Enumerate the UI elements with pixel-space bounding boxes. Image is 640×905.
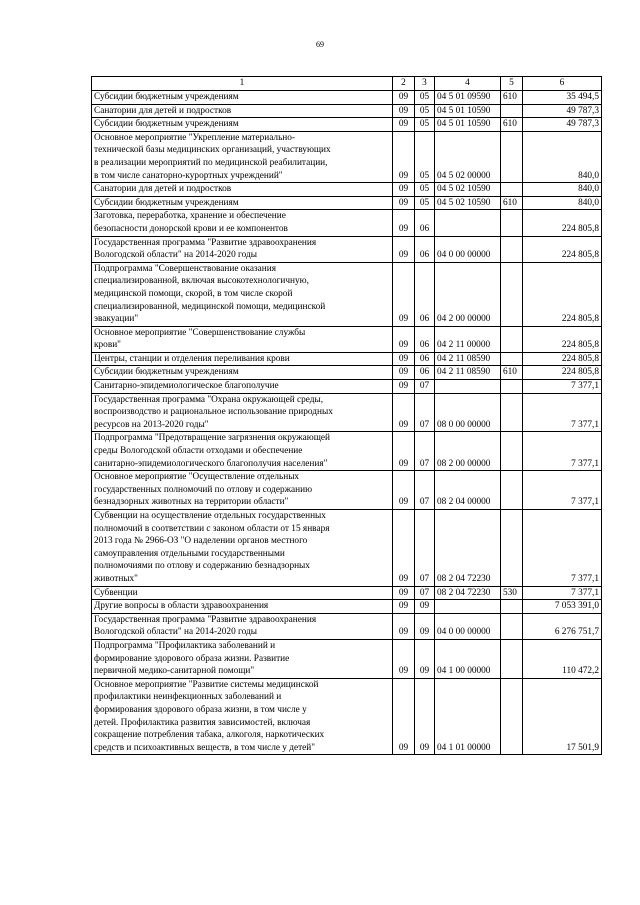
target-article-cell: 04 1 01 00000 [435,678,501,755]
target-article-cell: 04 5 02 10590 [435,196,501,210]
target-article-cell: 08 2 04 72230 [435,510,501,587]
target-article-cell: 08 2 04 00000 [435,471,501,510]
target-article-cell: 08 2 00 00000 [435,432,501,471]
subsection-code-cell: 07 [415,432,435,471]
row-name-cell: Государственная программа "Охрана окружающей среды, воспроизводство и рациональное использование природных ресурсов на 2013-2020 годы" [92,393,393,432]
row-name-cell: Государственная программа "Развитие здравоохранения Вологодской области" на 2014-2020 годы [92,613,393,639]
row-name-cell: Санитарно-эпидемиологическое благополучие [92,380,393,394]
expense-type-cell: 610 [501,366,523,380]
table-row [92,236,602,262]
row-name-cell: Субвенции [92,586,393,600]
section-code-cell: 09 [393,262,415,326]
row-name-cell: Подпрограмма "Совершенствование оказания специализированной, включая высокотехнологичную, медицинской помощи, скорой, в том числе скорой специализированной, медицинской помощи, медицинской эвакуации" [92,262,393,326]
amount-cell: 840,0 [523,183,602,197]
amount-cell: 224 805,8 [523,366,602,380]
amount-cell: 7 053 391,0 [523,600,602,614]
section-code-cell: 09 [393,236,415,262]
section-code-cell: 09 [393,131,415,182]
expense-type-cell [501,210,523,236]
section-code-cell: 09 [393,600,415,614]
target-article-cell: 04 2 00 00000 [435,262,501,326]
table-row [92,210,602,236]
expense-type-cell [501,183,523,197]
table-row [92,471,602,510]
amount-cell: 224 805,8 [523,326,602,352]
target-article-cell: 04 5 02 10590 [435,183,501,197]
section-code-cell: 09 [393,471,415,510]
target-article-cell [435,380,501,394]
target-article-cell: 04 5 01 10590 [435,118,501,132]
row-name-cell: Субсидии бюджетным учреждениям [92,118,393,132]
table-row [92,432,602,471]
amount-cell: 7 377,1 [523,510,602,587]
table-row [92,196,602,210]
target-article-cell: 04 2 11 08590 [435,352,501,366]
table-row [92,262,602,326]
expense-type-cell [501,236,523,262]
row-name-cell: Субсидии бюджетным учреждениям [92,196,393,210]
subsection-code-cell: 09 [415,639,435,678]
amount-cell: 840,0 [523,196,602,210]
expense-type-cell [501,104,523,118]
expense-type-cell [501,678,523,755]
table-row [92,613,602,639]
amount-cell: 49 787,3 [523,104,602,118]
table-row [92,352,602,366]
section-code-cell: 09 [393,196,415,210]
amount-cell: 7 377,1 [523,432,602,471]
subsection-code-cell: 07 [415,380,435,394]
table-row [92,183,602,197]
expense-type-cell: 610 [501,118,523,132]
section-code-cell: 09 [393,510,415,587]
table-row [92,510,602,587]
section-code-cell: 09 [393,393,415,432]
table-row [92,586,602,600]
subsection-code-cell: 09 [415,613,435,639]
target-article-cell: 04 5 02 00000 [435,131,501,182]
header-cell: 5 [501,77,523,91]
section-code-cell: 09 [393,104,415,118]
row-name-cell: Заготовка, переработка, хранение и обеспечение безопасности донорской крови и ее компонентов [92,210,393,236]
target-article-cell: 04 0 00 00000 [435,236,501,262]
amount-cell: 7 377,1 [523,471,602,510]
row-name-cell: Основное мероприятие "Осуществление отдельных государственных полномочий по отлову и содержанию безнадзорных животных на территории области" [92,471,393,510]
subsection-code-cell: 05 [415,104,435,118]
row-name-cell: Подпрограмма "Профилактика заболеваний и формирование здорового образа жизни. Развитие первичной медико-санитарной помощи" [92,639,393,678]
row-name-cell: Основное мероприятие "Развитие системы медицинской профилактики неинфекционных заболеваний и формирования здорового образа жизни, в том числе у детей. Профилактика развития зависимостей, включая сокращение потребления табака, алкоголя, наркотических средств и психоактивных веществ, в том числе у детей" [92,678,393,755]
table-row [92,600,602,614]
expense-type-cell [501,639,523,678]
subsection-code-cell: 09 [415,678,435,755]
amount-cell: 840,0 [523,131,602,182]
amount-cell: 224 805,8 [523,352,602,366]
table-row [92,118,602,132]
header-cell: 3 [415,77,435,91]
header-cell: 1 [92,77,393,91]
amount-cell: 6 276 751,7 [523,613,602,639]
section-code-cell: 09 [393,432,415,471]
amount-cell: 35 494,5 [523,91,602,105]
amount-cell: 7 377,1 [523,586,602,600]
subsection-code-cell: 06 [415,366,435,380]
amount-cell: 49 787,3 [523,118,602,132]
subsection-code-cell: 06 [415,352,435,366]
subsection-code-cell: 07 [415,393,435,432]
expense-type-cell [501,510,523,587]
subsection-code-cell: 05 [415,131,435,182]
section-code-cell: 09 [393,118,415,132]
section-code-cell: 09 [393,326,415,352]
table-row [92,639,602,678]
expense-type-cell: 610 [501,196,523,210]
amount-cell: 224 805,8 [523,210,602,236]
section-code-cell: 09 [393,639,415,678]
table-row [92,326,602,352]
table-row [92,380,602,394]
expense-type-cell [501,393,523,432]
expense-type-cell [501,326,523,352]
section-code-cell: 09 [393,613,415,639]
target-article-cell: 04 2 11 00000 [435,326,501,352]
amount-cell: 17 501,9 [523,678,602,755]
table-row [92,678,602,755]
header-cell: 4 [435,77,501,91]
row-name-cell: Другие вопросы в области здравоохранения [92,600,393,614]
row-name-cell: Основное мероприятие "Укрепление материально- технической базы медицинских организаций, участвующих в реализации мероприятий по медицинской реабилитации, в том числе санаторно-курортных учреждений" [92,131,393,182]
target-article-cell: 04 5 01 10590 [435,104,501,118]
subsection-code-cell: 09 [415,600,435,614]
expense-type-cell [501,262,523,326]
subsection-code-cell: 05 [415,91,435,105]
section-code-cell: 09 [393,366,415,380]
header-cell: 6 [523,77,602,91]
expense-type-cell [501,613,523,639]
target-article-cell: 04 0 00 00000 [435,613,501,639]
target-article-cell [435,210,501,236]
expense-type-cell: 530 [501,586,523,600]
section-code-cell: 09 [393,352,415,366]
row-name-cell: Субсидии бюджетным учреждениям [92,91,393,105]
page-number: 69 [316,40,324,49]
amount-cell: 7 377,1 [523,380,602,394]
expense-type-cell [501,471,523,510]
header-cell: 2 [393,77,415,91]
expense-type-cell [501,131,523,182]
row-name-cell: Санатории для детей и подростков [92,104,393,118]
target-article-cell: 08 2 04 72230 [435,586,501,600]
subsection-code-cell: 07 [415,471,435,510]
table-row [92,131,602,182]
row-name-cell: Санатории для детей и подростков [92,183,393,197]
table-header-row [92,77,602,91]
subsection-code-cell: 07 [415,510,435,587]
subsection-code-cell: 06 [415,326,435,352]
row-name-cell: Государственная программа "Развитие здравоохранения Вологодской области" на 2014-2020 годы [92,236,393,262]
subsection-code-cell: 06 [415,210,435,236]
expense-type-cell [501,352,523,366]
subsection-code-cell: 07 [415,586,435,600]
subsection-code-cell: 06 [415,236,435,262]
row-name-cell: Субсидии бюджетным учреждениям [92,366,393,380]
subsection-code-cell: 05 [415,183,435,197]
section-code-cell: 09 [393,91,415,105]
target-article-cell: 04 2 11 08590 [435,366,501,380]
expense-type-cell [501,380,523,394]
row-name-cell: Центры, станции и отделения переливания крови [92,352,393,366]
table-row [92,366,602,380]
row-name-cell: Подпрограмма "Предотвращение загрязнения окружающей среды Вологодской области отходами и обеспечение санитарно-эпидемиологического благополучия населения" [92,432,393,471]
expense-type-cell: 610 [501,91,523,105]
section-code-cell: 09 [393,183,415,197]
section-code-cell: 09 [393,586,415,600]
expense-type-cell [501,432,523,471]
table-row [92,104,602,118]
expense-type-cell [501,600,523,614]
table-row [92,393,602,432]
subsection-code-cell: 05 [415,118,435,132]
target-article-cell [435,600,501,614]
target-article-cell: 04 5 01 09590 [435,91,501,105]
section-code-cell: 09 [393,678,415,755]
subsection-code-cell: 05 [415,196,435,210]
budget-table [91,76,602,755]
subsection-code-cell: 06 [415,262,435,326]
target-article-cell: 08 0 00 00000 [435,393,501,432]
amount-cell: 110 472,2 [523,639,602,678]
amount-cell: 7 377,1 [523,393,602,432]
section-code-cell: 09 [393,380,415,394]
row-name-cell: Основное мероприятие "Совершенствование службы крови" [92,326,393,352]
amount-cell: 224 805,8 [523,236,602,262]
section-code-cell: 09 [393,210,415,236]
table-row [92,91,602,105]
target-article-cell: 04 1 00 00000 [435,639,501,678]
amount-cell: 224 805,8 [523,262,602,326]
row-name-cell: Субвенции на осуществление отдельных государственных полномочий в соответствии с законом области от 15 января 2013 года № 2966-ОЗ "О наделении органов местного самоуправления отдельными государственными полномочиями по отлову и содержанию безнадзорных животных" [92,510,393,587]
